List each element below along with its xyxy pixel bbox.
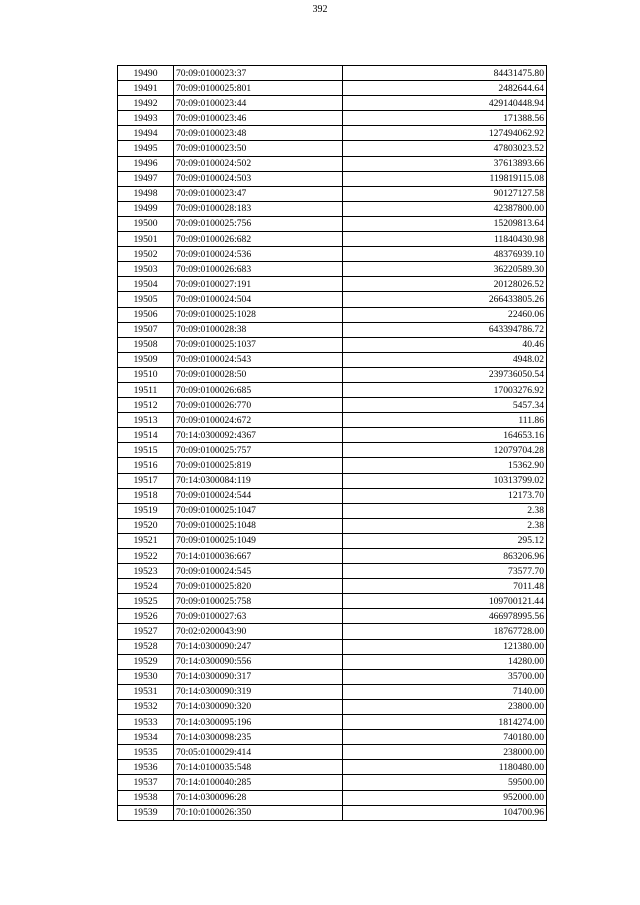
cadastral-number-cell: 70:09:0100025:1047 [174,503,343,518]
value-cell: 14280.00 [343,654,547,669]
table-row [118,518,547,533]
row-number-cell: 19533 [118,715,174,730]
row-number-cell: 19522 [118,549,174,564]
table-row [118,443,547,458]
table-row [118,277,547,292]
value-cell: 295.12 [343,533,547,548]
page-number: 392 [312,4,328,15]
value-cell: 84431475.80 [343,66,547,81]
table-row [118,111,547,126]
value-cell: 7011.48 [343,579,547,594]
value-cell: 429140448.94 [343,96,547,111]
cadastral-number-cell: 70:09:0100028:183 [174,201,343,216]
value-cell: 5457.34 [343,398,547,413]
row-number-cell: 19512 [118,398,174,413]
cadastral-number-cell: 70:14:0300098:235 [174,730,343,745]
cadastral-number-cell: 70:14:0300084:119 [174,473,343,488]
row-number-cell: 19536 [118,760,174,775]
row-number-cell: 19532 [118,699,174,714]
cadastral-number-cell: 70:09:0100024:502 [174,156,343,171]
cadastral-number-cell: 70:09:0100025:801 [174,81,343,96]
value-cell: 12079704.28 [343,443,547,458]
cadastral-number-cell: 70:09:0100025:1028 [174,307,343,322]
value-cell: 164653.16 [343,428,547,443]
table-row [118,367,547,382]
row-number-cell: 19528 [118,639,174,654]
value-cell: 11840430.98 [343,232,547,247]
row-number-cell: 19490 [118,66,174,81]
value-cell: 73577.70 [343,564,547,579]
table-row [118,790,547,805]
cadastral-number-cell: 70:09:0100027:191 [174,277,343,292]
table-row [118,579,547,594]
row-number-cell: 19507 [118,322,174,337]
cadastral-number-cell: 70:05:0100029:414 [174,745,343,760]
cadastral-number-cell: 70:09:0100023:46 [174,111,343,126]
cadastral-number-cell: 70:09:0100023:44 [174,96,343,111]
value-cell: 20128026.52 [343,277,547,292]
cadastral-number-cell: 70:14:0300092:4367 [174,428,343,443]
value-cell: 119819115.08 [343,171,547,186]
row-number-cell: 19531 [118,684,174,699]
table-row [118,805,547,820]
cadastral-number-cell: 70:14:0300090:320 [174,699,343,714]
value-cell: 12173.70 [343,488,547,503]
table-row [118,352,547,367]
table-row [118,639,547,654]
row-number-cell: 19519 [118,503,174,518]
value-cell: 4948.02 [343,352,547,367]
table-row [118,684,547,699]
row-number-cell: 19520 [118,518,174,533]
value-cell: 15362.90 [343,458,547,473]
table-row [118,503,547,518]
table-row [118,624,547,639]
table-row [118,488,547,503]
value-cell: 37613893.66 [343,156,547,171]
value-cell: 90127127.58 [343,186,547,201]
value-cell: 104700.96 [343,805,547,820]
table-row [118,669,547,684]
cadastral-number-cell: 70:09:0100023:48 [174,126,343,141]
table-row [118,96,547,111]
value-cell: 171388.56 [343,111,547,126]
table-row [118,654,547,669]
cadastral-number-cell: 70:09:0100025:757 [174,443,343,458]
table-row [118,247,547,262]
value-cell: 952000.00 [343,790,547,805]
cadastral-number-cell: 70:09:0100025:1049 [174,533,343,548]
value-cell: 40.46 [343,337,547,352]
cadastral-number-cell: 70:10:0100026:350 [174,805,343,820]
cadastral-number-cell: 70:14:0300090:247 [174,639,343,654]
row-number-cell: 19538 [118,790,174,805]
row-number-cell: 19511 [118,382,174,397]
table-row [118,413,547,428]
row-number-cell: 19521 [118,533,174,548]
row-number-cell: 19497 [118,171,174,186]
value-cell: 643394786.72 [343,322,547,337]
table-row [118,609,547,624]
value-cell: 121380.00 [343,639,547,654]
value-cell: 238000.00 [343,745,547,760]
value-cell: 111.86 [343,413,547,428]
cadastral-number-cell: 70:09:0100026:685 [174,382,343,397]
value-cell: 22460.06 [343,307,547,322]
value-cell: 59500.00 [343,775,547,790]
row-number-cell: 19530 [118,669,174,684]
cadastral-number-cell: 70:14:0300096:28 [174,790,343,805]
row-number-cell: 19510 [118,367,174,382]
cadastral-number-cell: 70:09:0100025:819 [174,458,343,473]
row-number-cell: 19514 [118,428,174,443]
cadastral-number-cell: 70:09:0100024:543 [174,352,343,367]
table-row [118,262,547,277]
cadastral-number-cell: 70:09:0100025:1048 [174,518,343,533]
row-number-cell: 19491 [118,81,174,96]
cadastral-number-cell: 70:09:0100023:50 [174,141,343,156]
row-number-cell: 19495 [118,141,174,156]
cadastral-number-cell: 70:09:0100024:504 [174,292,343,307]
value-cell: 1814274.00 [343,715,547,730]
row-number-cell: 19504 [118,277,174,292]
value-cell: 239736050.54 [343,367,547,382]
table-row [118,322,547,337]
value-cell: 42387800.00 [343,201,547,216]
row-number-cell: 19493 [118,111,174,126]
cadastral-number-cell: 70:09:0100024:503 [174,171,343,186]
cadastral-number-cell: 70:14:0100040:285 [174,775,343,790]
value-cell: 2.38 [343,503,547,518]
cadastral-number-cell: 70:09:0100026:682 [174,232,343,247]
value-cell: 266433805.26 [343,292,547,307]
cadastral-number-cell: 70:09:0100025:1037 [174,337,343,352]
value-cell: 2.38 [343,518,547,533]
table-row [118,81,547,96]
cadastral-number-cell: 70:09:0100025:756 [174,216,343,231]
cadastral-number-cell: 70:09:0100028:50 [174,367,343,382]
row-number-cell: 19502 [118,247,174,262]
cadastral-number-cell: 70:09:0100026:683 [174,262,343,277]
table-row [118,201,547,216]
value-cell: 466978995.56 [343,609,547,624]
row-number-cell: 19526 [118,609,174,624]
row-number-cell: 19500 [118,216,174,231]
table-row [118,398,547,413]
table-row [118,307,547,322]
cadastral-number-cell: 70:09:0100025:820 [174,579,343,594]
value-cell: 127494062.92 [343,126,547,141]
row-number-cell: 19503 [118,262,174,277]
table-row [118,216,547,231]
row-number-cell: 19506 [118,307,174,322]
value-cell: 7140.00 [343,684,547,699]
table-row [118,292,547,307]
cadastral-number-cell: 70:02:0200043:90 [174,624,343,639]
cadastral-number-cell: 70:14:0300090:317 [174,669,343,684]
table-row [118,66,547,81]
table-row [118,232,547,247]
cadastral-number-cell: 70:09:0100024:545 [174,564,343,579]
value-cell: 863206.96 [343,549,547,564]
cadastral-number-cell: 70:09:0100028:38 [174,322,343,337]
value-cell: 1180480.00 [343,760,547,775]
table-row [118,382,547,397]
row-number-cell: 19501 [118,232,174,247]
table-row [118,730,547,745]
cadastral-number-cell: 70:09:0100024:672 [174,413,343,428]
value-cell: 36220589.30 [343,262,547,277]
row-number-cell: 19537 [118,775,174,790]
table-row [118,171,547,186]
table-body [118,66,547,821]
cadastral-number-cell: 70:09:0100026:770 [174,398,343,413]
cadastral-number-cell: 70:14:0300095:196 [174,715,343,730]
row-number-cell: 19518 [118,488,174,503]
row-number-cell: 19505 [118,292,174,307]
cadastral-number-cell: 70:09:0100027:63 [174,609,343,624]
row-number-cell: 19523 [118,564,174,579]
row-number-cell: 19535 [118,745,174,760]
value-cell: 35700.00 [343,669,547,684]
cadastral-number-cell: 70:09:0100024:544 [174,488,343,503]
table-row [118,141,547,156]
row-number-cell: 19498 [118,186,174,201]
value-cell: 48376939.10 [343,247,547,262]
data-table [117,65,547,821]
row-number-cell: 19496 [118,156,174,171]
table-row [118,715,547,730]
value-cell: 47803023.52 [343,141,547,156]
row-number-cell: 19515 [118,443,174,458]
cadastral-number-cell: 70:09:0100025:758 [174,594,343,609]
cadastral-number-cell: 70:14:0300090:319 [174,684,343,699]
table-row [118,760,547,775]
row-number-cell: 19529 [118,654,174,669]
row-number-cell: 19494 [118,126,174,141]
value-cell: 18767728.00 [343,624,547,639]
row-number-cell: 19524 [118,579,174,594]
row-number-cell: 19499 [118,201,174,216]
table-row [118,458,547,473]
cadastral-number-cell: 70:14:0100036:667 [174,549,343,564]
table-row [118,564,547,579]
row-number-cell: 19534 [118,730,174,745]
table-row [118,533,547,548]
value-cell: 23800.00 [343,699,547,714]
table-row [118,186,547,201]
value-cell: 2482644.64 [343,81,547,96]
cadastral-number-cell: 70:14:0300090:556 [174,654,343,669]
value-cell: 740180.00 [343,730,547,745]
row-number-cell: 19527 [118,624,174,639]
row-number-cell: 19508 [118,337,174,352]
row-number-cell: 19525 [118,594,174,609]
table-row [118,473,547,488]
cadastral-number-cell: 70:09:0100024:536 [174,247,343,262]
cadastral-number-cell: 70:09:0100023:47 [174,186,343,201]
table-row [118,156,547,171]
table-row [118,745,547,760]
table-row [118,337,547,352]
row-number-cell: 19509 [118,352,174,367]
row-number-cell: 19516 [118,458,174,473]
table-row [118,126,547,141]
row-number-cell: 19517 [118,473,174,488]
row-number-cell: 19539 [118,805,174,820]
cadastral-number-cell: 70:14:0100035:548 [174,760,343,775]
value-cell: 17003276.92 [343,382,547,397]
value-cell: 109700121.44 [343,594,547,609]
value-cell: 10313799.02 [343,473,547,488]
cadastral-number-cell: 70:09:0100023:37 [174,66,343,81]
value-cell: 15209813.64 [343,216,547,231]
row-number-cell: 19492 [118,96,174,111]
row-number-cell: 19513 [118,413,174,428]
table-row [118,594,547,609]
table-row [118,549,547,564]
table-row [118,428,547,443]
table-row [118,699,547,714]
table-row [118,775,547,790]
